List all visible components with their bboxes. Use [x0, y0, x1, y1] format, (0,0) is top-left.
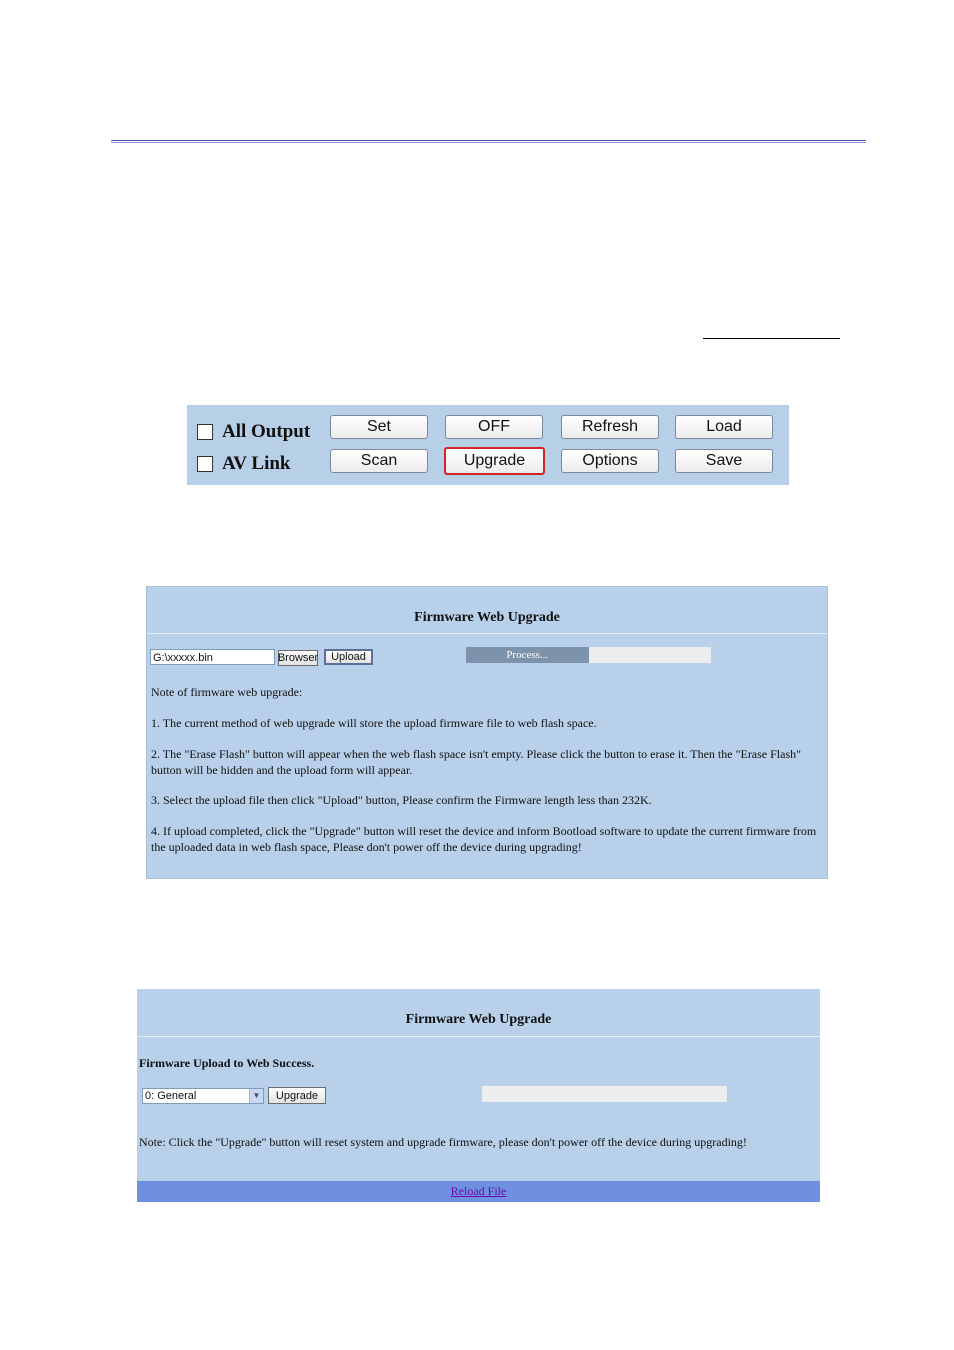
upload-success-status: Firmware Upload to Web Success.	[139, 1056, 315, 1070]
text-underline	[703, 338, 840, 339]
upload-progress-bar	[466, 647, 711, 663]
panel-divider	[137, 1036, 820, 1037]
all-output-checkbox[interactable]	[197, 424, 213, 440]
off-button[interactable]: OFF	[445, 415, 543, 439]
av-link-checkbox[interactable]	[197, 456, 213, 472]
load-button[interactable]: Load	[675, 415, 773, 439]
upgrade-button[interactable]: Upgrade	[444, 447, 545, 475]
note-item: 1. The current method of web upgrade will store the upload firmware file to web flash space.	[151, 716, 597, 730]
panel-title: Firmware Web Upgrade	[414, 610, 560, 625]
av-link-label: AV Link	[222, 453, 291, 474]
reload-file-link[interactable]: Reload File	[450, 1184, 507, 1198]
note-item: 3. Select the upload file then click "Upload" button, Please confirm the Firmware length less than 232K.	[151, 793, 652, 807]
refresh-button[interactable]: Refresh	[561, 415, 659, 439]
firmware-success-panel	[137, 989, 820, 1202]
browser-button[interactable]: Browser	[277, 652, 319, 664]
upgrade-note: Note: Click the "Upgrade" button will reset system and upgrade firmware, please don't power off the device during upgrading!	[139, 1135, 747, 1149]
options-button[interactable]: Options	[561, 449, 659, 473]
av-link-row[interactable]	[197, 453, 291, 475]
upload-button[interactable]: Upload	[324, 649, 373, 665]
panel-footer	[137, 1181, 820, 1202]
upload-progress-fill: Process...	[466, 647, 589, 663]
firmware-type-value: 0: General	[145, 1090, 197, 1102]
notes-heading: Note of firmware web upgrade:	[151, 685, 303, 699]
all-output-row[interactable]	[197, 421, 310, 443]
note-item: 4. If upload completed, click the "Upgrade" button will reset the device and inform Bootload software to update the current firmware from the uploaded data in web flash space, Please don't power off the device during upgrading!	[151, 824, 817, 854]
scan-button[interactable]: Scan	[330, 449, 428, 473]
upgrade-progress-bar	[482, 1086, 727, 1102]
save-button[interactable]: Save	[675, 449, 773, 473]
note-item: 2. The "Erase Flash" button will appear when the web flash space isn't empty. Please click the button to erase it. Then the "Erase Flash" button will be hidden and the upload form will appear.	[151, 747, 802, 777]
firmware-type-select[interactable]	[142, 1088, 264, 1104]
matrix-toolbar	[187, 405, 789, 485]
firmware-file-input[interactable]: G:\xxxxx.bin	[150, 649, 275, 665]
header-divider	[111, 140, 866, 141]
firmware-upgrade-button[interactable]: Upgrade	[268, 1087, 326, 1104]
all-output-label: All Output	[222, 421, 311, 442]
set-button[interactable]: Set	[330, 415, 428, 439]
firmware-upload-panel	[146, 586, 828, 879]
panel-divider	[147, 633, 827, 634]
chevron-down-icon[interactable]: ▼	[249, 1089, 263, 1103]
panel-title: Firmware Web Upgrade	[405, 1012, 552, 1027]
